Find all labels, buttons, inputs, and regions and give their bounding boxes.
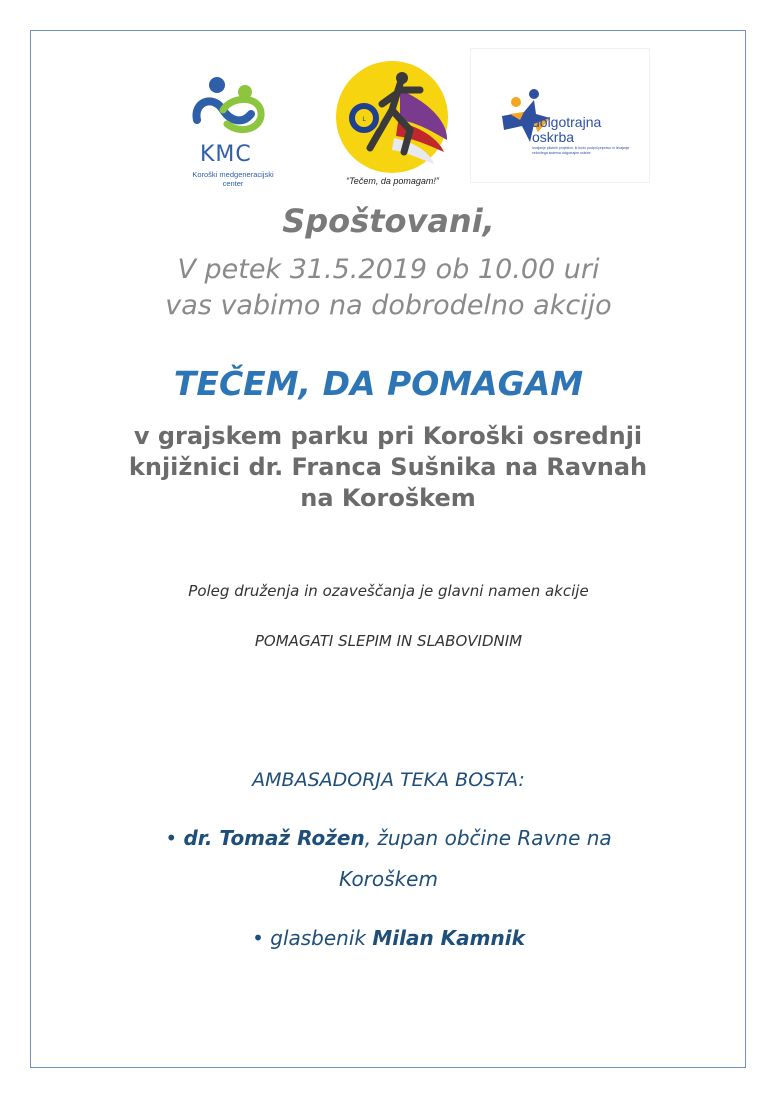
bullet-icon: • [252, 926, 264, 950]
ambassador-role: glasbenik [270, 926, 373, 950]
dolgotrajna-small-text: Izvajanje pilotnih projektov, ki bodo podprli pripravo in izvajanje celovitega sistema dolgotrajne oskrbe [532, 146, 630, 155]
kmc-title: KMC [200, 142, 252, 167]
kmc-subtitle [183, 170, 283, 188]
runner-emblem-icon [330, 60, 455, 175]
purpose-text: Poleg druženja in ozaveščanja je glavni namen akcije [188, 582, 589, 600]
invitation-line2: vas vabimo na dobrodelno akcijo [165, 290, 612, 321]
ambassador-item-1 [0, 826, 777, 850]
ambassadors-heading: AMBASADORJA TEKA BOSTA: [252, 769, 525, 791]
bullet-icon: • [165, 826, 178, 850]
dolgotrajna-oskrba-logo [470, 48, 650, 183]
location-line2: knjižnici dr. Franca Sušnika na Ravnah [128, 453, 648, 481]
invitation-line1: V petek 31.5.2019 ob 10.00 uri [177, 254, 600, 285]
dolgotrajna-line2: oskrba [532, 129, 575, 145]
ambassador-name: Milan Kamnik [372, 926, 525, 950]
kmc-subtitle-line2: center [222, 179, 244, 188]
kmc-emblem-icon [183, 72, 283, 142]
ambassador-name: dr. Tomaž Rožen [183, 826, 365, 850]
ambassador-item-1-continued: Koroškem [339, 867, 438, 891]
ambassador-item-2 [0, 926, 777, 950]
greeting: Spoštovani, [282, 202, 495, 240]
event-title: TEČEM, DA POMAGAM [173, 364, 584, 403]
lions-logo [330, 60, 455, 190]
kmc-subtitle-line1: Koroški medgeneracijski [192, 170, 274, 179]
location-line3: na Koroškem [300, 484, 476, 512]
goal-text: POMAGATI SLEPIM IN SLABOVIDNIM [254, 632, 523, 650]
svg-text:L: L [362, 116, 366, 123]
kmc-logo [183, 72, 283, 192]
lions-caption: “Tečem, da pomagam!” [346, 176, 439, 186]
location-line1: v grajskem parku pri Koroški osrednji [133, 422, 643, 450]
event-location [88, 421, 688, 514]
dolgotrajna-line1: dolgotrajna [532, 114, 602, 130]
ambassador-role: , župan občine Ravne na [364, 826, 612, 850]
